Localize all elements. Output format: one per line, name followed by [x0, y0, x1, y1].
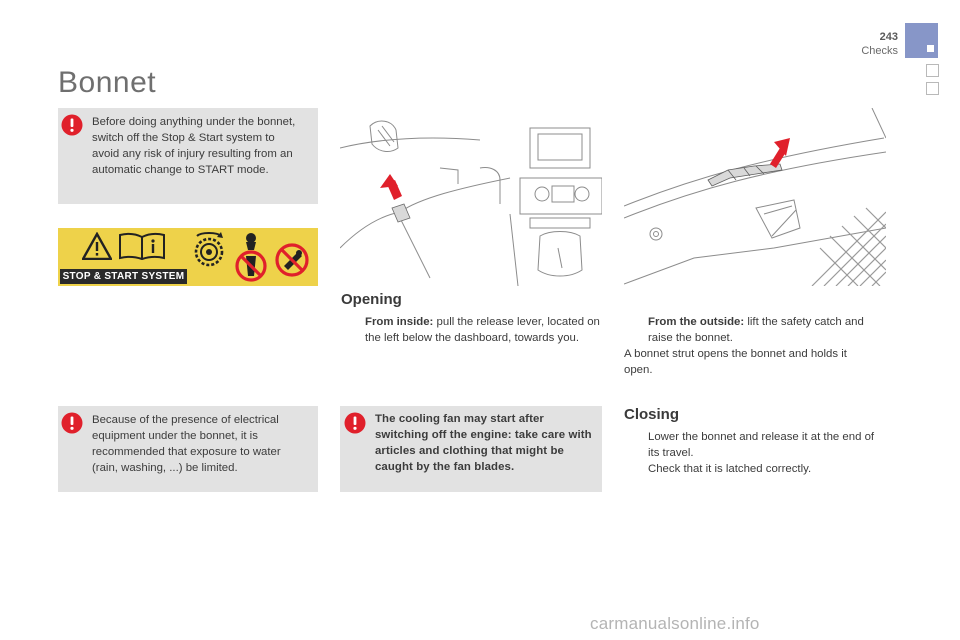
no-tools-icon [274, 242, 310, 278]
opening-outside-item [624, 314, 886, 346]
hazard-triangle-icon [82, 232, 112, 260]
closing-item [624, 461, 886, 477]
stop-start-label: STOP & START SYSTEM [60, 269, 187, 284]
outside-text: lift the safety catch and raise the bonnet. [648, 316, 864, 344]
dashboard-drawing [340, 108, 602, 286]
manual-book-icon [118, 232, 166, 260]
outside-lead: From the outside: [648, 316, 745, 328]
section-name: Checks [861, 45, 898, 57]
closing-item [624, 429, 886, 461]
closing-heading: Closing [624, 406, 679, 423]
tab-marker-icon [927, 45, 934, 52]
warning-text-electrical: Because of the presence of electrical equipment under the bonnet, it is recommended that exposure to water (rain, washing, ...) be limited. [92, 414, 281, 474]
tab-outline-icon [926, 82, 939, 95]
warning-icon [61, 114, 83, 136]
closing-item-text: Lower the bonnet and release it at the end of its travel. [648, 431, 875, 459]
fan-belt-icon [192, 230, 226, 280]
bonnet-catch-illustration [624, 108, 886, 286]
dashboard-release-lever-illustration [340, 108, 602, 286]
chapter-tab[interactable] [905, 23, 938, 58]
opening-heading: Opening [341, 291, 402, 308]
warning-text-stop-start: Before doing anything under the bonnet, switch off the Stop & Start system to avoid any risk of injury resulting from an automatic change to START mode. [92, 116, 296, 176]
bonnet-strut-text: A bonnet strut opens the bonnet and holds it open. [624, 348, 847, 376]
tab-outline-icon [926, 64, 939, 77]
no-hands-icon [234, 230, 268, 284]
inside-text: pull the release lever, located on the left below the dashboard, towards you. [365, 316, 600, 344]
page-number: 243 [879, 31, 898, 43]
bonnet-drawing [624, 108, 886, 286]
inside-lead: From inside: [365, 316, 434, 328]
warning-text-fan: The cooling fan may start after switching off the engine: take care with articles and clothing that might be caught by the fan blades. [375, 413, 592, 473]
warning-icon [61, 412, 83, 434]
warning-icon [344, 412, 366, 434]
watermark-text: carmanualsonline.info [590, 614, 760, 633]
opening-inside-item [341, 314, 603, 346]
page-title: Bonnet [58, 66, 157, 99]
closing-item-text: Check that it is latched correctly. [648, 463, 812, 475]
